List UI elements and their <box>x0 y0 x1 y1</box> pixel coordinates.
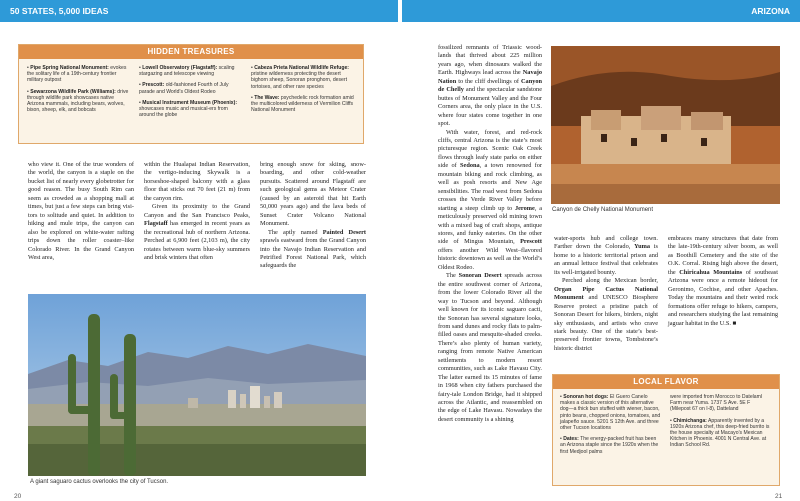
sidebar-column-2 <box>670 394 772 460</box>
sidebar-item: • Dates: The energy-packed fruit has been an Arizona staple since the 1920s when the first Medjool palms <box>560 436 659 455</box>
sidebar-column-3 <box>251 65 355 123</box>
left-body-column-1: who view it. One of the true wonders of the world, the canyon is a staple on the bucket list of nearly every globetrotter for good reason. The busy South Rim can seem as crowded as a shopping mall at times, but just a few steps can bring visitors to solitude and quiet. In addition to hiking and mule trips, the canyon can also be explored on white-water rafting trips down the roller coaster–like Colorado River. In the Grand Canyon West area, <box>28 161 134 261</box>
tucson-saguaro-photo <box>28 294 366 476</box>
sidebar-item: • Musical Instrument Museum (Phoenix): showcases music and musical-ers from around the globe <box>139 99 238 119</box>
sidebar-item: were imported from Morocco to Datelaml Farm near Yuma. 1737 S Ave. 5E F (Milepost 67 on I-8), Datteland <box>670 394 763 413</box>
sidebar-title: HIDDEN TREASURES <box>19 45 363 59</box>
sidebar-item: • Sonoran hot dogs: El Guero Canelo makes a classic version of this alternative dog—a thick bun stuffed with wiener, bacon, pinto beans, chopped onions, tomatoes, and jalapeño sauce. 5201 S 12th Ave. and three other Tucson locations <box>560 394 661 432</box>
sidebar-column-1 <box>560 394 662 460</box>
sidebar-item: • Sewarzona Wildlife Park (Williams): drive through wildlife park showcases native Arizona mammals, including bears, wolves, bison, sheep, elk, and bobcats <box>27 88 129 114</box>
right-body-column-3: embraces many structures that date from the late-19th-century silver boom, as well as Boothill Cemetery and the site of the O.K. Corral. Rising high above the desert, the Chiricahua Mountains of southeast Arizona were once a remote hideout for Geronimo, Cochise, and other Apaches. Today the mountains and their weird rock formations offer refuge to hikers, campers, and researchers studying the last remaining jaguar habitat in the U.S. ■ <box>668 235 778 327</box>
sidebar-item: • Pipe Spring National Monument: evokes the solitary life of a 19th-century frontier military outpost <box>27 65 127 84</box>
sidebar-item: • Prescott: old-fashioned Fourth of July parade and World’s Oldest Rodeo <box>139 82 229 95</box>
canyon-photo-caption: Canyon de Chelly National Monument <box>552 207 654 213</box>
sidebar-title: LOCAL FLAVOR <box>553 375 779 389</box>
right-body-column-2: water-sports hub and college town. Farther down the Colorado, Yuma is home to a historic territorial prison and an annual lettuce festival that celebrates its well-irrigated bounty. Perched along the Mexican border, Organ Pipe Cactus National Monument and UNESCO Biosphere Reserve protect a pristine patch of Sonoran Desert for hikers, birders, night sky enthusiasts, and artists who crave stark beauty. One of the state’s best-preserved frontier towns, Tombstone’s historic district <box>554 235 658 352</box>
right-running-header: ARIZONA <box>402 0 800 22</box>
sidebar-item: • Cabeza Prieta National Wildlife Refuge: pristine wilderness protecting the desert bighorn sheep, Sonoran pronghorn, desert tortoises, and other rare species <box>251 65 349 90</box>
left-body-column-3: bring enough snow for skiing, snowboarding, and other cold-weather pursuits. Scattered around Flagstaff are such geological gems as Meteor Crater (caused by an asteroid that hit Earth 50,000 years ago) and the lava beds of Sunset Crater Volcano National Monument. The aptly named Painted Desert sprawls eastward from the Grand Canyon into the Navajo Indian Reservation and Petrified Forest National Park, which safeguards the <box>260 161 366 270</box>
right-page-number: 21 <box>775 493 783 500</box>
sidebar-item: • Lowell Observatory (Flagstaff): scaling stargazing and telescope viewing <box>139 65 235 78</box>
sidebar-column-2 <box>139 65 243 123</box>
left-running-header: 50 STATES, 5,000 IDEAS <box>0 0 398 22</box>
sidebar-item: • The Wave: psychedelic rock formation amid the multicolored wilderness of Vermilion Cliffs National Monument <box>251 94 354 114</box>
sidebar-item: • Chimichanga: Apparently invented by a 1920s Arizona chef, this deep-fried burrito is the house specialty at Macayo’s Mexican Kitchen in Phoenix. 4001 N Central Ave. at Indian School Rd. <box>670 417 770 449</box>
tucson-photo-caption: A giant saguaro cactus overlooks the city of Tucson. <box>30 479 169 485</box>
sidebar-column-1 <box>27 65 131 123</box>
canyon-de-chelly-photo <box>551 46 780 204</box>
left-page-number: 20 <box>14 493 22 500</box>
left-body-column-2: within the Hualapai Indian Reservation, the vertigo-inducing Skywalk is a horseshoe-shaped balcony with a glass floor that sticks out 70 feet (21 m) from the canyon rim. Given its proximity to the Grand Canyon and the San Francisco Peaks, Flagstaff has emerged in recent years as the recreational hub of northern Arizona. Perched at 6,900 feet (2,103 m), the city rotates between warm blue-sky summers and brisk winters that often <box>144 161 250 261</box>
hidden-treasures-sidebar <box>18 44 364 144</box>
local-flavor-sidebar <box>552 374 780 486</box>
right-body-column-1: fossilized remnants of Triassic woodlands that thrived about 225 million years ago, when dinosaurs walked the Earth. Highways lead across the Navajo Nation to the cliff dwellings of Canyon de Chelly and the spectacular sandstone buttes of Monument Valley and the Four Corners area, the only place in the U.S. where four states come together in one spot. With water, forest, and red-rock cliffs, central Arizona is the state’s most picturesque region. Scenic Oak Creek flows through leafy state parks on either side of Sedona, a town renowned for mountain biking and rock climbing, as well as posh resorts and New Age sensibilities. The road west from Sedona crosses the Verde River Valley before starting a steep climb up to Jerome, a meticulously preserved old mining town with a mixed bag of craft shops, antique stores, and funky eateries. On the other side of Mingus Mountain, Prescott offers another Wild West–flavored historic downtown as well as the World’s Oldest Rodeo. The Sonoran Desert spreads across the entire southwest corner of Arizona, from the lower Colorado River all the way to Tucson and beyond. Although well known for its iconic saguaro cacti, the Sonoran has several signature looks, from sand dunes and rocky flats to palm-filled oases and mesquite-shaded creeks. There’s also plenty of human variety, ranging from remote Native American settlements to modern resort communities, such as Lake Havasu City. The latter earned its 15 minutes of fame in 1968 when city fathers purchased the fairy-tale London Bridge, had it shipped across the Atlantic, and reassembled on the edge of Lake Havasu. Nowadays the desert community is a shining <box>438 44 542 423</box>
